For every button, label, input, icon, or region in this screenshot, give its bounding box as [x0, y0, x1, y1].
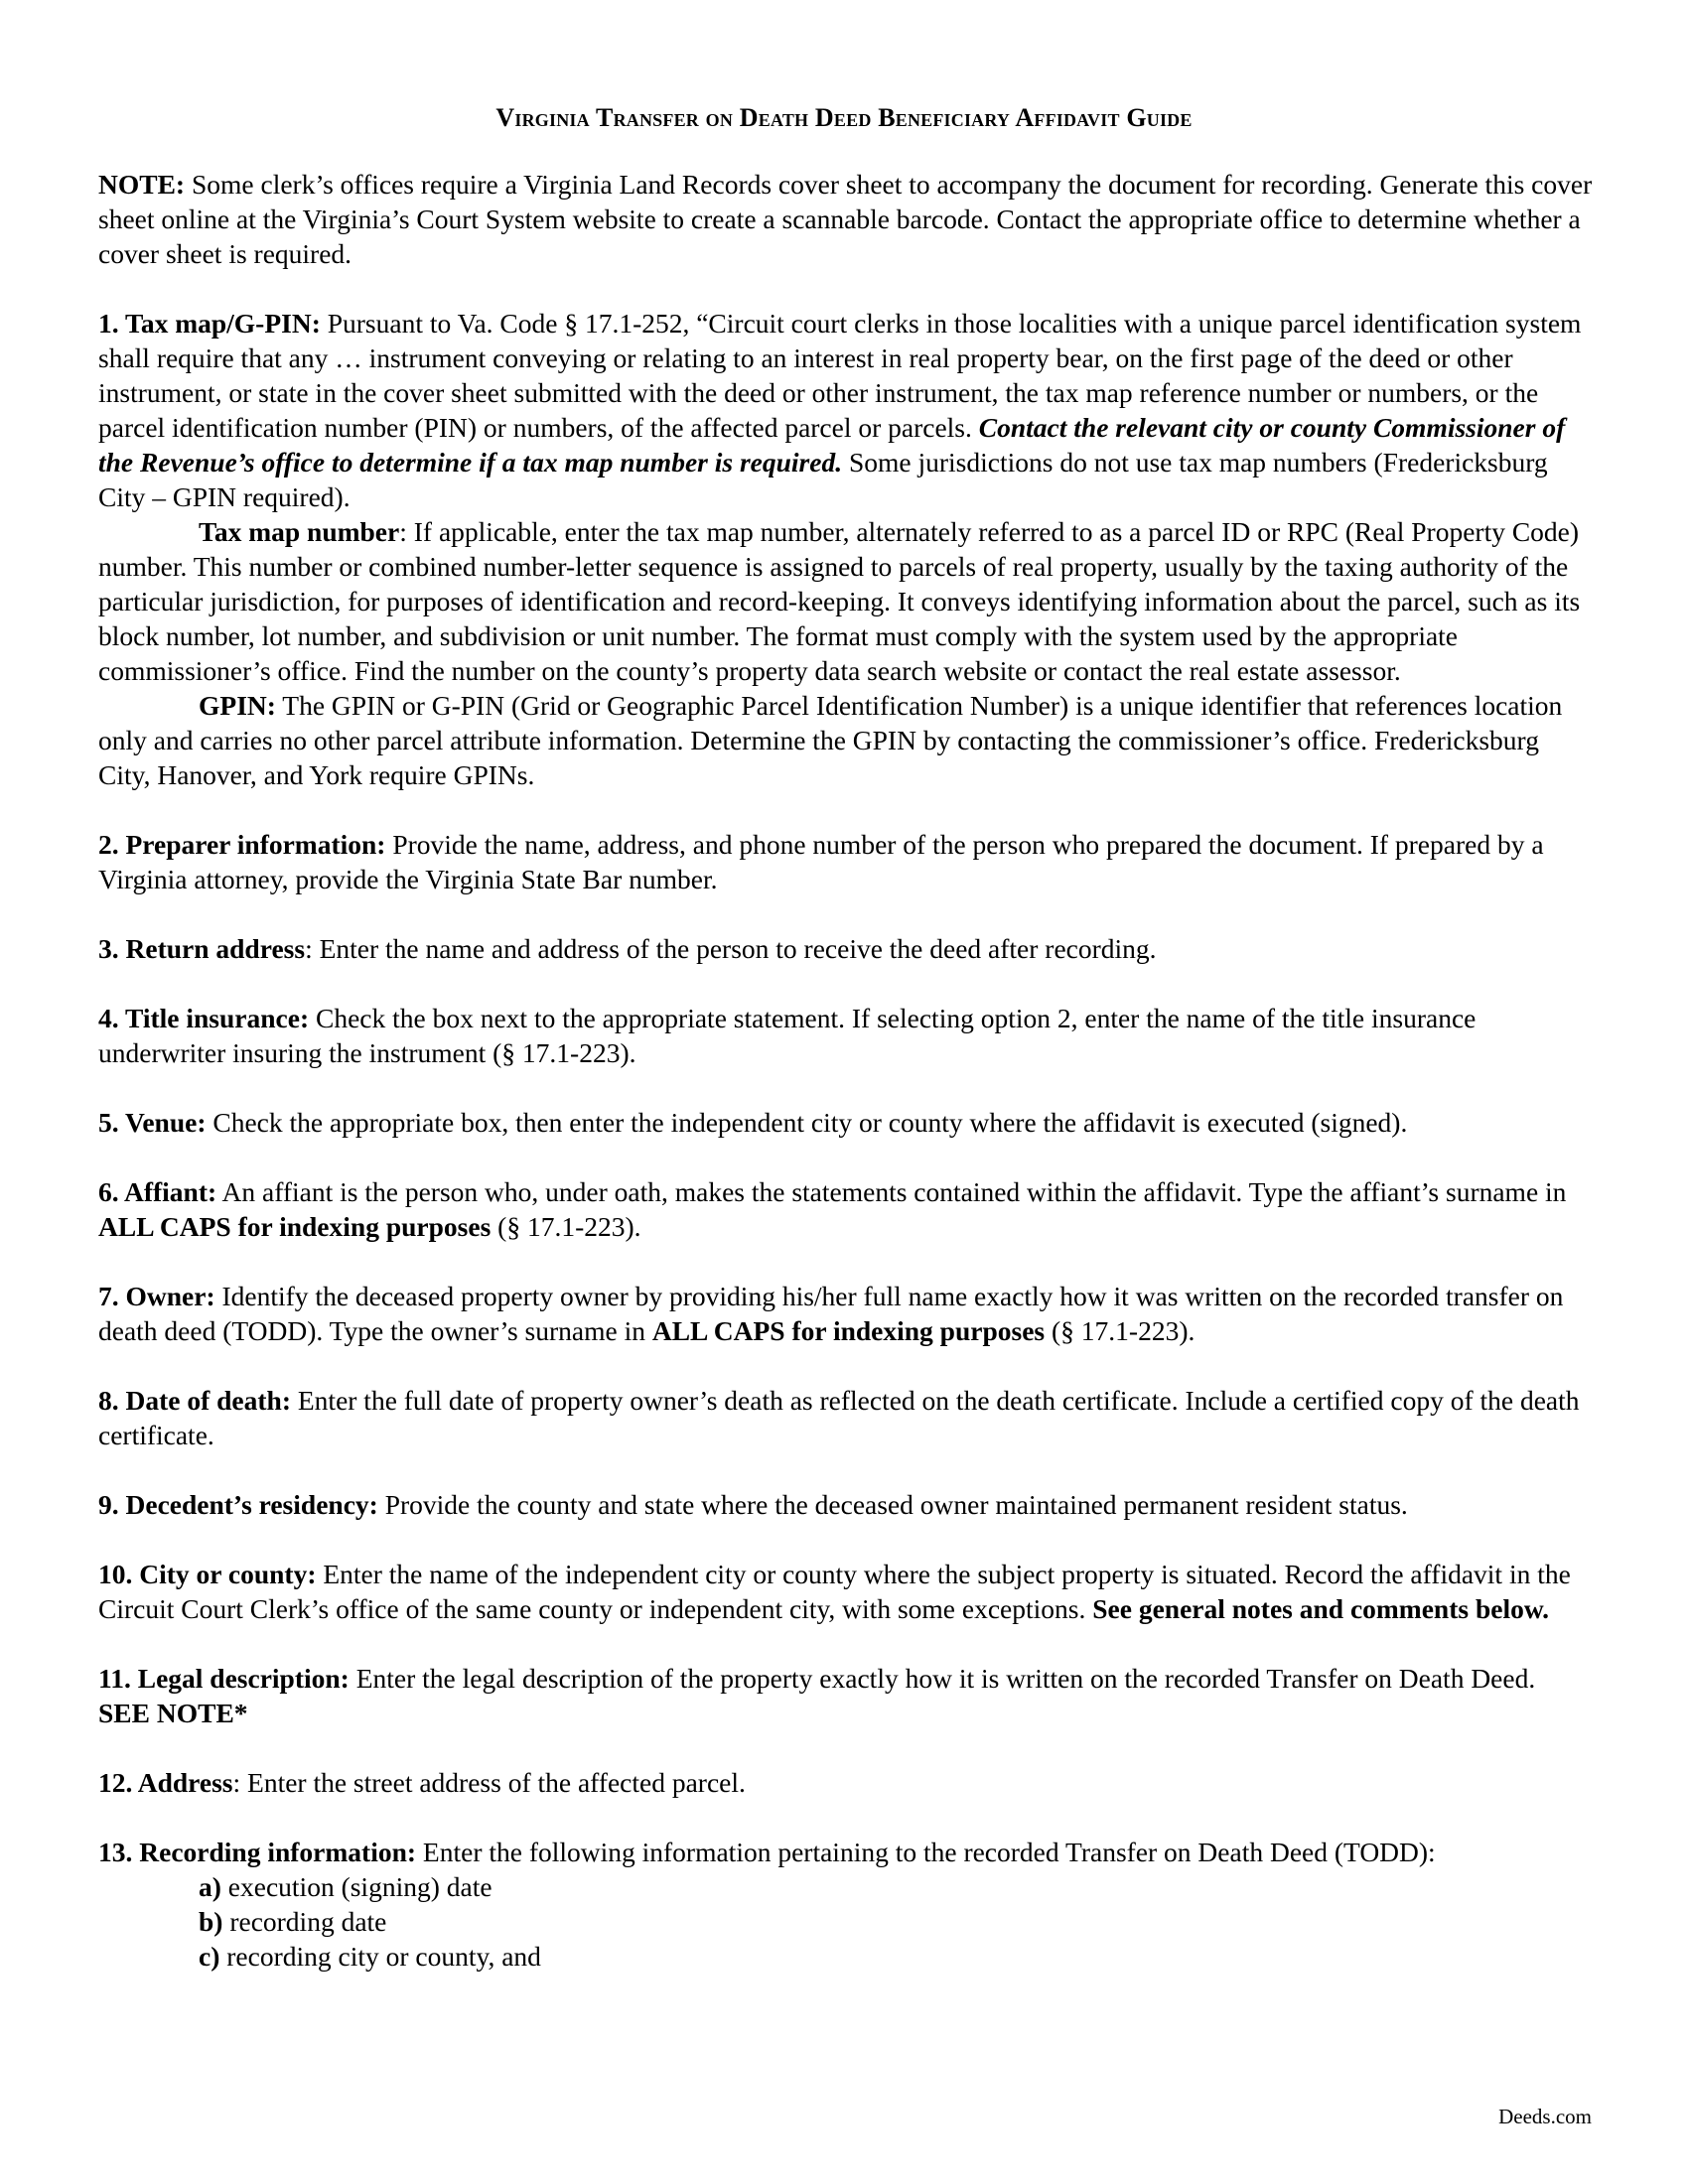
section-10-label: 10. City or county: [98, 1559, 317, 1589]
section-11-bold: SEE NOTE* [98, 1698, 248, 1728]
section-8-label: 8. Date of death: [98, 1385, 291, 1416]
section-3-text: : Enter the name and address of the person to receive the deed after recording. [305, 933, 1157, 964]
section-11-paragraph [98, 1661, 1593, 1730]
section-6-label: 6. Affiant: [98, 1176, 217, 1207]
list-item-text: execution (signing) date [220, 1871, 492, 1902]
section-4-label: 4. Title insurance: [98, 1003, 310, 1033]
note-text: Some clerk’s offices require a Virginia Land Records cover sheet to accompany the document for recording. Generate this cover sheet online at the Virginia’s Court System website to create a scannable barcode. Contact the appropriate office to determine whether a cover sheet is required. [98, 169, 1593, 269]
list-item [98, 1939, 1593, 1974]
list-item-text: recording city or county, and [219, 1941, 541, 1972]
section-6-bold: ALL CAPS for indexing purposes [98, 1211, 492, 1242]
section-7-label: 7. Owner: [98, 1281, 215, 1311]
section-7-tail: (§ 17.1-223). [1045, 1315, 1196, 1346]
section-6-text: An affiant is the person who, under oath, makes the statements contained within the affidavit. Type the affiant’s surname in [216, 1176, 1567, 1207]
section-7-paragraph [98, 1279, 1593, 1348]
section-11-text: Enter the legal description of the property exactly how it is written on the recorded Transfer on Death Deed. [349, 1663, 1536, 1694]
gpin-paragraph [98, 688, 1593, 792]
section-12-label: 12. Address [98, 1767, 233, 1798]
section-1-label: 1. Tax map/G-PIN: [98, 308, 321, 339]
list-item-key: b) [199, 1906, 223, 1937]
section-10-paragraph [98, 1557, 1593, 1626]
section-13-label: 13. Recording information: [98, 1837, 417, 1867]
section-1-paragraph [98, 306, 1593, 514]
section-12-paragraph [98, 1765, 1593, 1800]
section-8-text: Enter the full date of property owner’s death as reflected on the death certificate. Include a certified copy of the death certificate. [98, 1385, 1580, 1450]
list-item [98, 1869, 1593, 1904]
section-5-text: Check the appropriate box, then enter the independent city or county where the affidavit is executed (signed). [206, 1107, 1408, 1138]
list-item [98, 1904, 1593, 1939]
tax-map-label: Tax map number [199, 516, 400, 547]
recording-info-list [98, 1869, 1593, 1974]
section-7-text: Identify the deceased property owner by providing his/her full name exactly how it was written on the recorded transfer on death deed (TODD). Type the owner’s surname in [98, 1281, 1564, 1346]
section-7-bold: ALL CAPS for indexing purposes [651, 1315, 1046, 1346]
section-10-bold: See general notes and comments below. [1092, 1593, 1550, 1624]
footer-brand: Deeds.com [1498, 2105, 1592, 2128]
section-1-emphasis: Contact the relevant city or county Commissioner of the Revenue’s office to determine if a tax map number is required. [98, 412, 1566, 478]
section-1-text: Pursuant to Va. Code § 17.1-252, “Circuit court clerks in those localities with a unique parcel identification system shall require that any … instrument conveying or relating to an interest in real property bear, on the first page of the deed or other instrument, or state in the cover sheet submitted with the deed or other instrument, the tax map reference number or numbers, or the parcel identification number (PIN) or numbers, of the affected parcel or parcels. [98, 308, 1582, 443]
gpin-label: GPIN: [199, 690, 276, 721]
section-9-paragraph [98, 1487, 1593, 1522]
section-6-paragraph [98, 1174, 1593, 1244]
section-5-label: 5. Venue: [98, 1107, 207, 1138]
section-3-label: 3. Return address [98, 933, 306, 964]
tax-map-paragraph [98, 514, 1593, 688]
section-2-label: 2. Preparer information: [98, 829, 386, 860]
section-10-text: Enter the name of the independent city or county where the subject property is situated. Record the affidavit in the Circuit Court Clerk’s office of the same county or independent city, with some exceptions. [98, 1559, 1571, 1624]
section-3-paragraph [98, 931, 1593, 966]
gpin-text: The GPIN or G-PIN (Grid or Geographic Parcel Identification Number) is a unique identifier that references location only and carries no other parcel attribute information. Determine the GPIN by contacting the commissioner’s office. Fredericksburg City, Hanover, and York require GPINs. [98, 690, 1563, 790]
section-13-text: Enter the following information pertaining to the recorded Transfer on Death Deed (TODD): [416, 1837, 1436, 1867]
list-item-text: recording date [222, 1906, 387, 1937]
note-paragraph [98, 167, 1593, 271]
section-11-label: 11. Legal description: [98, 1663, 350, 1694]
section-13-paragraph [98, 1835, 1593, 1869]
list-item-key: c) [199, 1941, 220, 1972]
list-item-key: a) [199, 1871, 221, 1902]
section-4-paragraph [98, 1001, 1593, 1070]
section-6-tail: (§ 17.1-223). [491, 1211, 641, 1242]
section-9-label: 9. Decedent’s residency: [98, 1489, 378, 1520]
tax-map-text: : If applicable, enter the tax map number, alternately referred to as a parcel ID or RPC (Real Property Code) number. This number or combined number-letter sequence is assigned to parcels of real property, usually by the taxing authority of the particular jurisdiction, for purposes of identification and record-keeping. It conveys identifying information about the parcel, such as its block number, lot number, and subdivision or unit number. The format must comply with the system used by the appropriate commissioner’s office. Find the number on the county’s property data search website or contact the real estate assessor. [98, 516, 1581, 686]
page-title: Virginia Transfer on Death Deed Beneficiary Affidavit Guide [495, 103, 1193, 132]
section-9-text: Provide the county and state where the deceased owner maintained permanent resident status. [377, 1489, 1408, 1520]
section-8-paragraph [98, 1383, 1593, 1452]
section-5-paragraph [98, 1105, 1593, 1140]
section-12-text: : Enter the street address of the affected parcel. [232, 1767, 746, 1798]
section-2-paragraph [98, 827, 1593, 896]
guide-body [98, 167, 1593, 1974]
note-label: NOTE: [98, 169, 186, 200]
section-1-tail: Some jurisdictions do not use tax map numbers (Fredericksburg City – GPIN required). [98, 447, 1548, 512]
section-2-text: Provide the name, address, and phone number of the person who prepared the document. If prepared by a Virginia attorney, provide the Virginia State Bar number. [98, 829, 1544, 894]
section-4-text: Check the box next to the appropriate statement. If selecting option 2, enter the name of the title insurance underwriter insuring the instrument (§ 17.1-223). [98, 1003, 1477, 1068]
